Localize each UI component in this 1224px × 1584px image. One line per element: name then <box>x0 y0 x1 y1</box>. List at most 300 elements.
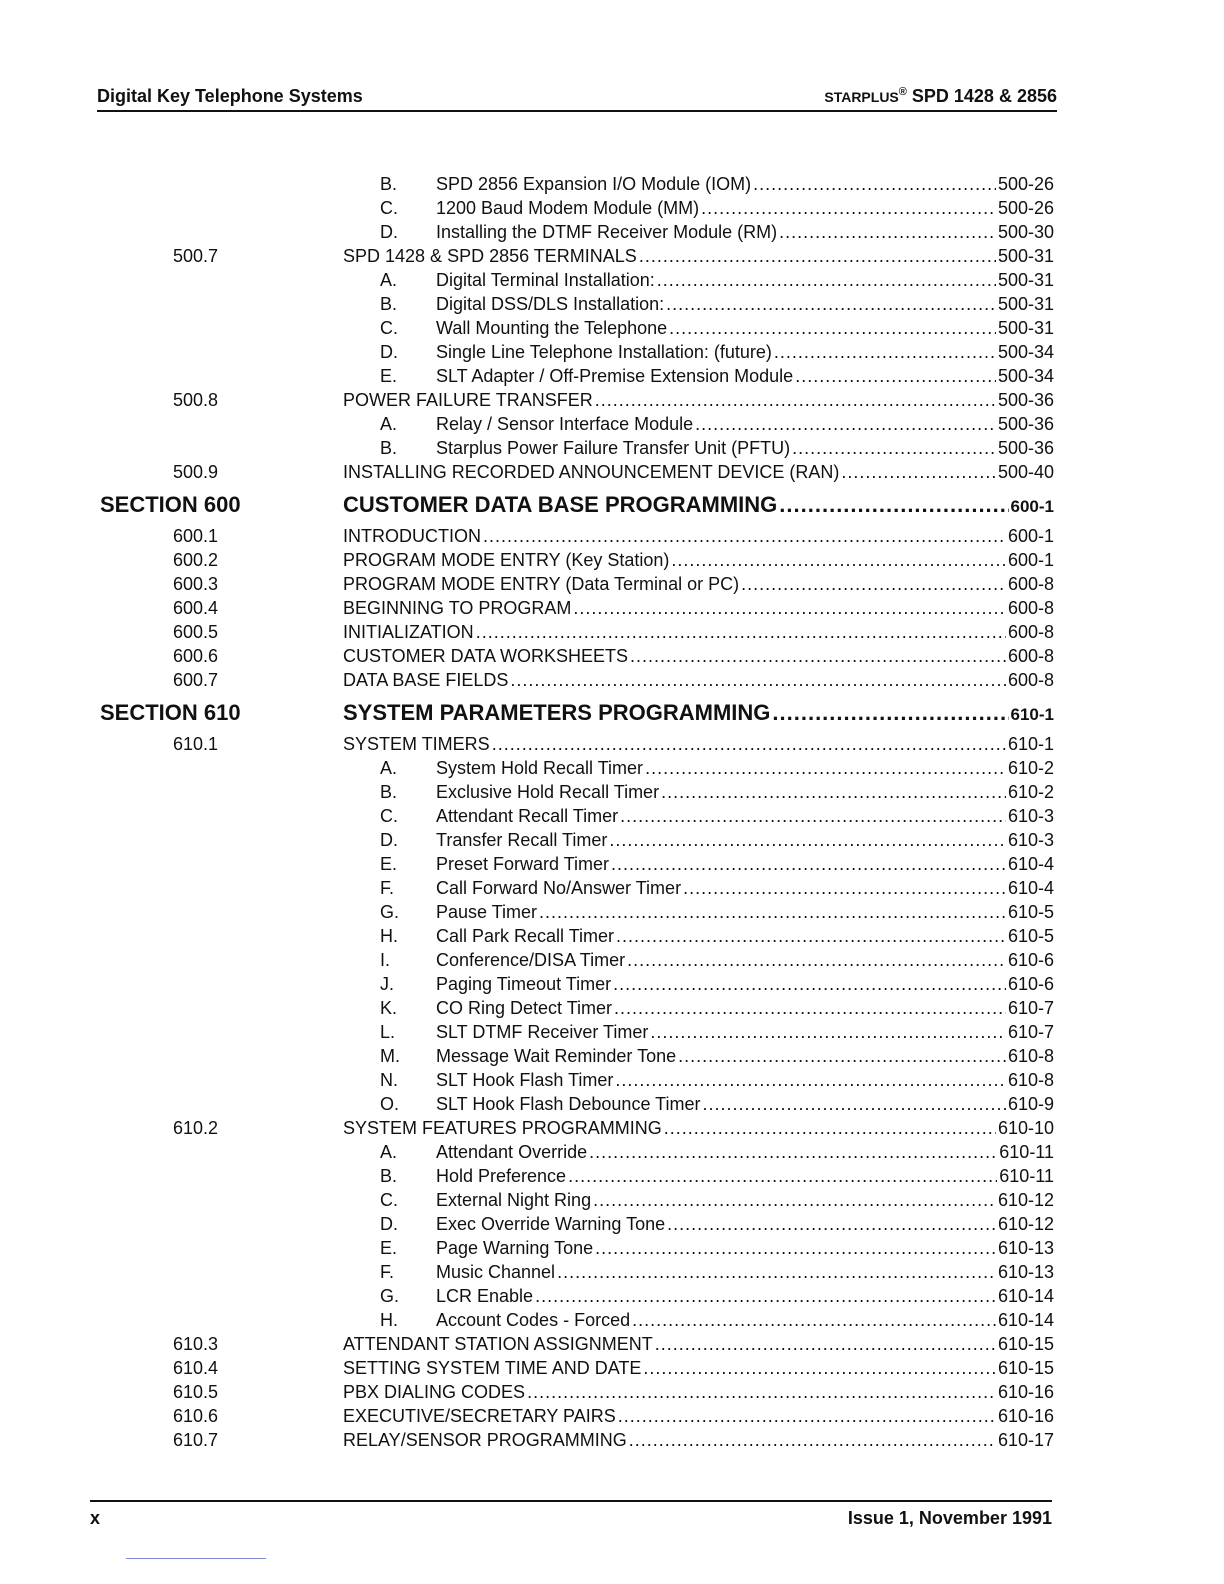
entry-title: Digital Terminal Installation: <box>436 270 655 290</box>
dot-leader <box>657 268 996 292</box>
entry-number: 600.1 <box>173 526 219 546</box>
entry-title: SLT Adapter / Off-Premise Extension Module <box>436 366 794 386</box>
toc-entry <box>0 460 1224 484</box>
header-right-title <box>824 86 1057 107</box>
dot-leader <box>650 1020 1006 1044</box>
dot-leader <box>613 972 1006 996</box>
entry-letter: D. <box>380 342 398 362</box>
entry-title: Call Forward No/Answer Timer <box>436 878 682 898</box>
entry-number: 610.2 <box>173 1118 219 1138</box>
table-of-contents <box>0 172 1224 1452</box>
entry-page: 610-6 <box>1007 950 1054 970</box>
toc-entry <box>0 668 1224 692</box>
entry-page: 610-7 <box>1007 998 1054 1018</box>
entry-leader <box>343 1332 1054 1356</box>
entry-letter: B. <box>380 294 398 314</box>
entry-leader <box>436 852 1054 876</box>
dot-leader <box>573 596 1006 620</box>
entry-title: Relay / Sensor Interface Module <box>436 414 694 434</box>
entry-number: 600.7 <box>173 670 219 690</box>
toc-subentry <box>0 804 1224 828</box>
entry-letter: H. <box>380 926 398 946</box>
dot-leader <box>683 876 1006 900</box>
dot-leader <box>702 1092 1005 1116</box>
entry-leader <box>436 780 1054 804</box>
entry-letter: B. <box>380 174 398 194</box>
toc-entry <box>0 596 1224 620</box>
entry-page: 600-1 <box>1007 526 1054 546</box>
entry-leader <box>436 1164 1054 1188</box>
toc-subentry <box>0 220 1224 244</box>
dot-leader <box>595 388 996 412</box>
dot-leader <box>476 620 1006 644</box>
entry-number: 610.5 <box>173 1382 219 1402</box>
entry-leader <box>436 292 1054 316</box>
entry-title: SLT Hook Flash Timer <box>436 1070 614 1090</box>
entry-leader <box>343 732 1054 756</box>
entry-letter: D. <box>380 222 398 242</box>
entry-title: SETTING SYSTEM TIME AND DATE <box>343 1358 642 1378</box>
entry-title: LCR Enable <box>436 1286 534 1306</box>
dot-leader <box>701 196 996 220</box>
entry-title: Hold Preference <box>436 1166 567 1186</box>
toc-subentry <box>0 876 1224 900</box>
entry-letter: H. <box>380 1310 398 1330</box>
entry-leader <box>436 1284 1054 1308</box>
entry-title: Page Warning Tone <box>436 1238 594 1258</box>
toc-subentry <box>0 1308 1224 1332</box>
toc-entry <box>0 620 1224 644</box>
entry-title: 1200 Baud Modem Module (MM) <box>436 198 700 218</box>
toc-subentry <box>0 1260 1224 1284</box>
entry-letter: E. <box>380 854 398 874</box>
entry-leader <box>343 486 1054 526</box>
dot-leader <box>483 524 1006 548</box>
dot-leader <box>620 804 1006 828</box>
dot-leader <box>629 1428 996 1452</box>
toc-entry <box>0 548 1224 572</box>
dot-leader <box>661 780 1006 804</box>
bottom-rule <box>126 1558 266 1559</box>
entry-letter: D. <box>380 830 398 850</box>
dot-leader <box>695 412 996 436</box>
toc-subentry <box>0 972 1224 996</box>
entry-number: 500.8 <box>173 390 219 410</box>
section-number: SECTION 610 <box>100 700 241 725</box>
dot-leader <box>655 1332 996 1356</box>
entry-number: 600.4 <box>173 598 219 618</box>
entry-title: SPD 1428 & SPD 2856 TERMINALS <box>343 246 637 266</box>
dot-leader <box>618 1404 996 1428</box>
registered-mark: ® <box>898 86 907 98</box>
dot-leader <box>630 644 1006 668</box>
toc-subentry <box>0 1068 1224 1092</box>
dot-leader <box>609 828 1006 852</box>
entry-title: ATTENDANT STATION ASSIGNMENT <box>343 1334 653 1354</box>
entry-number: 610.4 <box>173 1358 219 1378</box>
entry-letter: B. <box>380 438 398 458</box>
entry-page: 610-17 <box>997 1430 1054 1450</box>
dot-leader <box>557 1260 996 1284</box>
toc-subentry <box>0 828 1224 852</box>
entry-number: 610.7 <box>173 1430 219 1450</box>
entry-leader <box>343 388 1054 412</box>
entry-page: 600-8 <box>1007 598 1054 618</box>
entry-leader <box>343 1380 1054 1404</box>
entry-leader <box>436 756 1054 780</box>
dot-leader <box>671 548 1006 572</box>
toc-subentry <box>0 364 1224 388</box>
entry-page: 610-14 <box>997 1310 1054 1330</box>
dot-leader <box>669 316 996 340</box>
entry-leader <box>436 900 1054 924</box>
entry-letter: L. <box>380 1022 396 1042</box>
entry-page: 600-8 <box>1007 670 1054 690</box>
dot-leader <box>779 486 1008 524</box>
entry-title: RELAY/SENSOR PROGRAMMING <box>343 1430 627 1450</box>
entry-title: DATA BASE FIELDS <box>343 670 509 690</box>
entry-title: Attendant Override <box>436 1142 588 1162</box>
entry-page: 610-4 <box>1007 854 1054 874</box>
entry-title: INITIALIZATION <box>343 622 474 642</box>
entry-page: 600-8 <box>1007 574 1054 594</box>
entry-page: 610-12 <box>997 1190 1054 1210</box>
entry-letter: C. <box>380 318 398 338</box>
entry-title: INSTALLING RECORDED ANNOUNCEMENT DEVICE (RAN) <box>343 462 840 482</box>
entry-letter: M. <box>380 1046 400 1066</box>
toc-subentry <box>0 1140 1224 1164</box>
entry-page: 610-1 <box>1010 705 1054 724</box>
entry-title: System Hold Recall Timer <box>436 758 644 778</box>
entry-leader <box>343 644 1054 668</box>
entry-leader <box>343 524 1054 548</box>
dot-leader <box>667 1212 996 1236</box>
toc-entry <box>0 1356 1224 1380</box>
entry-title: INTRODUCTION <box>343 526 481 546</box>
entry-letter: A. <box>380 758 398 778</box>
entry-letter: E. <box>380 366 398 386</box>
entry-letter: C. <box>380 806 398 826</box>
entry-letter: E. <box>380 1238 398 1258</box>
entry-letter: A. <box>380 270 398 290</box>
dot-leader <box>841 460 996 484</box>
entry-title: BEGINNING TO PROGRAM <box>343 598 572 618</box>
entry-page: 610-8 <box>1007 1070 1054 1090</box>
entry-page: 500-31 <box>997 318 1054 338</box>
toc-subentry <box>0 316 1224 340</box>
entry-page: 610-4 <box>1007 878 1054 898</box>
page-footer <box>90 1500 1052 1532</box>
entry-leader <box>436 804 1054 828</box>
entry-page: 500-30 <box>997 222 1054 242</box>
entry-page: 610-8 <box>1007 1046 1054 1066</box>
entry-page: 610-2 <box>1007 782 1054 802</box>
toc-entry <box>0 388 1224 412</box>
dot-leader <box>611 852 1006 876</box>
dot-leader <box>772 694 1008 732</box>
entry-letter: N. <box>380 1070 398 1090</box>
entry-page: 610-9 <box>1007 1094 1054 1114</box>
dot-leader <box>614 996 1006 1020</box>
header-model: SPD 1428 & 2856 <box>906 86 1057 106</box>
entry-title: Exec Override Warning Tone <box>436 1214 666 1234</box>
entry-leader <box>436 172 1054 196</box>
dot-leader <box>643 1356 996 1380</box>
entry-title: Music Channel <box>436 1262 556 1282</box>
entry-title: Conference/DISA Timer <box>436 950 626 970</box>
entry-page: 500-40 <box>997 462 1054 482</box>
entry-page: 610-11 <box>999 1166 1054 1186</box>
dot-leader <box>639 244 996 268</box>
entry-title: Digital DSS/DLS Installation: <box>436 294 665 314</box>
toc-entry <box>0 1332 1224 1356</box>
entry-leader <box>343 668 1054 692</box>
entry-page: 610-6 <box>1007 974 1054 994</box>
entry-page: 500-36 <box>997 438 1054 458</box>
dot-leader <box>795 364 996 388</box>
entry-page: 610-13 <box>997 1262 1054 1282</box>
entry-leader <box>436 1068 1054 1092</box>
dot-leader <box>595 1236 996 1260</box>
dot-leader <box>539 900 1006 924</box>
dot-leader <box>774 340 996 364</box>
entry-title: CUSTOMER DATA WORKSHEETS <box>343 646 629 666</box>
entry-page: 610-16 <box>997 1406 1054 1426</box>
entry-page: 610-12 <box>997 1214 1054 1234</box>
entry-letter: K. <box>380 998 398 1018</box>
toc-entry <box>0 572 1224 596</box>
toc-subentry <box>0 780 1224 804</box>
toc-subentry <box>0 948 1224 972</box>
dot-leader <box>492 732 1006 756</box>
toc-subentry <box>0 340 1224 364</box>
entry-title: Pause Timer <box>436 902 538 922</box>
entry-leader <box>343 572 1054 596</box>
entry-leader <box>436 412 1054 436</box>
dot-leader <box>645 756 1006 780</box>
entry-title: Transfer Recall Timer <box>436 830 608 850</box>
toc-entry <box>0 1428 1224 1452</box>
entry-title: SYSTEM PARAMETERS PROGRAMMING <box>343 700 771 725</box>
dot-leader <box>666 292 996 316</box>
entry-page: 500-26 <box>997 174 1054 194</box>
entry-leader <box>343 460 1054 484</box>
entry-page: 600-1 <box>1007 550 1054 570</box>
entry-leader <box>436 196 1054 220</box>
entry-page: 610-3 <box>1007 830 1054 850</box>
entry-leader <box>343 1356 1054 1380</box>
entry-number: 610.1 <box>173 734 219 754</box>
entry-page: 500-31 <box>997 294 1054 314</box>
entry-leader <box>436 220 1054 244</box>
entry-number: 610.6 <box>173 1406 219 1426</box>
entry-page: 500-34 <box>997 366 1054 386</box>
toc-subentry <box>0 1236 1224 1260</box>
dot-leader <box>616 924 1006 948</box>
entry-title: EXECUTIVE/SECRETARY PAIRS <box>343 1406 616 1426</box>
entry-leader <box>436 1092 1054 1116</box>
toc-subentry <box>0 756 1224 780</box>
entry-title: Starplus Power Failure Transfer Unit (PFTU) <box>436 438 791 458</box>
toc-subentry <box>0 1164 1224 1188</box>
entry-title: Exclusive Hold Recall Timer <box>436 782 660 802</box>
entry-leader <box>436 1188 1054 1212</box>
toc-subentry <box>0 172 1224 196</box>
entry-title: PBX DIALING CODES <box>343 1382 526 1402</box>
dot-leader <box>779 220 996 244</box>
entry-page: 500-36 <box>997 414 1054 434</box>
entry-title: External Night Ring <box>436 1190 592 1210</box>
dot-leader <box>615 1068 1006 1092</box>
page-header <box>97 84 1057 112</box>
toc-subentry <box>0 412 1224 436</box>
entry-leader <box>436 1140 1054 1164</box>
entry-page: 610-10 <box>997 1118 1054 1138</box>
toc-entry <box>0 524 1224 548</box>
entry-leader <box>436 1212 1054 1236</box>
entry-title: Message Wait Reminder Tone <box>436 1046 677 1066</box>
entry-letter: F. <box>380 878 395 898</box>
entry-leader <box>436 876 1054 900</box>
entry-page: 500-31 <box>997 270 1054 290</box>
entry-title: Paging Timeout Timer <box>436 974 612 994</box>
entry-leader <box>436 268 1054 292</box>
entry-page: 610-15 <box>997 1358 1054 1378</box>
entry-page: 610-7 <box>1007 1022 1054 1042</box>
entry-leader <box>436 436 1054 460</box>
entry-page: 600-1 <box>1010 497 1054 516</box>
entry-leader <box>436 1260 1054 1284</box>
dot-leader <box>510 668 1006 692</box>
toc-subentry <box>0 436 1224 460</box>
entry-title: Attendant Recall Timer <box>436 806 619 826</box>
toc-subentry <box>0 1020 1224 1044</box>
dot-leader <box>792 436 996 460</box>
entry-number: 600.6 <box>173 646 219 666</box>
entry-leader <box>343 694 1054 734</box>
dot-leader <box>627 948 1006 972</box>
entry-number: 600.2 <box>173 550 219 570</box>
entry-page: 500-26 <box>997 198 1054 218</box>
entry-number: 600.5 <box>173 622 219 642</box>
entry-title: Call Park Recall Timer <box>436 926 615 946</box>
entry-page: 610-13 <box>997 1238 1054 1258</box>
entry-title: Installing the DTMF Receiver Module (RM) <box>436 222 778 242</box>
entry-leader <box>436 1236 1054 1260</box>
entry-title: SYSTEM TIMERS <box>343 734 490 754</box>
dot-leader <box>568 1164 997 1188</box>
entry-title: SYSTEM FEATURES PROGRAMMING <box>343 1118 662 1138</box>
toc-subentry <box>0 996 1224 1020</box>
entry-letter: G. <box>380 1286 400 1306</box>
entry-leader <box>436 340 1054 364</box>
header-left-title: Digital Key Telephone Systems <box>97 86 363 106</box>
entry-title: Single Line Telephone Installation: (future) <box>436 342 772 362</box>
entry-leader <box>436 996 1054 1020</box>
entry-title: SLT DTMF Receiver Timer <box>436 1022 649 1042</box>
header-brand: STARPLUS <box>824 89 899 105</box>
entry-letter: C. <box>380 1190 398 1210</box>
entry-letter: C. <box>380 198 398 218</box>
entry-leader <box>343 548 1054 572</box>
entry-leader <box>436 828 1054 852</box>
entry-title: PROGRAM MODE ENTRY (Key Station) <box>343 550 670 570</box>
entry-number: 500.7 <box>173 246 219 266</box>
dot-leader <box>593 1188 996 1212</box>
entry-page: 610-1 <box>1007 734 1054 754</box>
entry-leader <box>436 924 1054 948</box>
toc-subentry <box>0 292 1224 316</box>
entry-leader <box>343 1428 1054 1452</box>
entry-letter: B. <box>380 1166 398 1186</box>
toc-subentry <box>0 1044 1224 1068</box>
entry-leader <box>343 1116 1054 1140</box>
entry-page: 600-8 <box>1007 622 1054 642</box>
entry-leader <box>343 620 1054 644</box>
toc-entry <box>0 244 1224 268</box>
toc-subentry <box>0 1284 1224 1308</box>
entry-leader <box>343 1404 1054 1428</box>
entry-title: POWER FAILURE TRANSFER <box>343 390 593 410</box>
toc-subentry <box>0 268 1224 292</box>
entry-leader <box>436 972 1054 996</box>
dot-leader <box>632 1308 996 1332</box>
toc-subentry <box>0 924 1224 948</box>
entry-letter: G. <box>380 902 400 922</box>
entry-letter: F. <box>380 1262 395 1282</box>
entry-number: 500.9 <box>173 462 219 482</box>
dot-leader <box>741 572 1006 596</box>
toc-subentry <box>0 1188 1224 1212</box>
toc-subentry <box>0 852 1224 876</box>
entry-letter: O. <box>380 1094 400 1114</box>
entry-letter: D. <box>380 1214 398 1234</box>
toc-subentry <box>0 1212 1224 1236</box>
entry-page: 610-5 <box>1007 902 1054 922</box>
dot-leader <box>753 172 996 196</box>
page-number: x <box>90 1508 101 1528</box>
entry-page: 610-3 <box>1007 806 1054 826</box>
entry-leader <box>436 364 1054 388</box>
entry-leader <box>436 316 1054 340</box>
entry-letter: I. <box>380 950 391 970</box>
entry-page: 610-2 <box>1007 758 1054 778</box>
entry-title: Account Codes - Forced <box>436 1310 631 1330</box>
section-heading-row <box>0 694 1224 732</box>
entry-page: 610-16 <box>997 1382 1054 1402</box>
entry-title: Wall Mounting the Telephone <box>436 318 668 338</box>
toc-entry <box>0 1404 1224 1428</box>
dot-leader <box>678 1044 1006 1068</box>
entry-leader <box>436 1308 1054 1332</box>
entry-title: PROGRAM MODE ENTRY (Data Terminal or PC) <box>343 574 740 594</box>
toc-entry <box>0 1116 1224 1140</box>
entry-leader <box>343 244 1054 268</box>
entry-title: CUSTOMER DATA BASE PROGRAMMING <box>343 492 778 517</box>
entry-page: 610-11 <box>999 1142 1054 1162</box>
toc-entry <box>0 644 1224 668</box>
entry-letter: A. <box>380 1142 398 1162</box>
entry-number: 600.3 <box>173 574 219 594</box>
entry-letter: A. <box>380 414 398 434</box>
toc-entry <box>0 1380 1224 1404</box>
dot-leader <box>535 1284 996 1308</box>
entry-title: SLT Hook Flash Debounce Timer <box>436 1094 701 1114</box>
entry-number: 610.3 <box>173 1334 219 1354</box>
dot-leader <box>664 1116 996 1140</box>
entry-page: 600-8 <box>1007 646 1054 666</box>
entry-page: 500-31 <box>997 246 1054 266</box>
